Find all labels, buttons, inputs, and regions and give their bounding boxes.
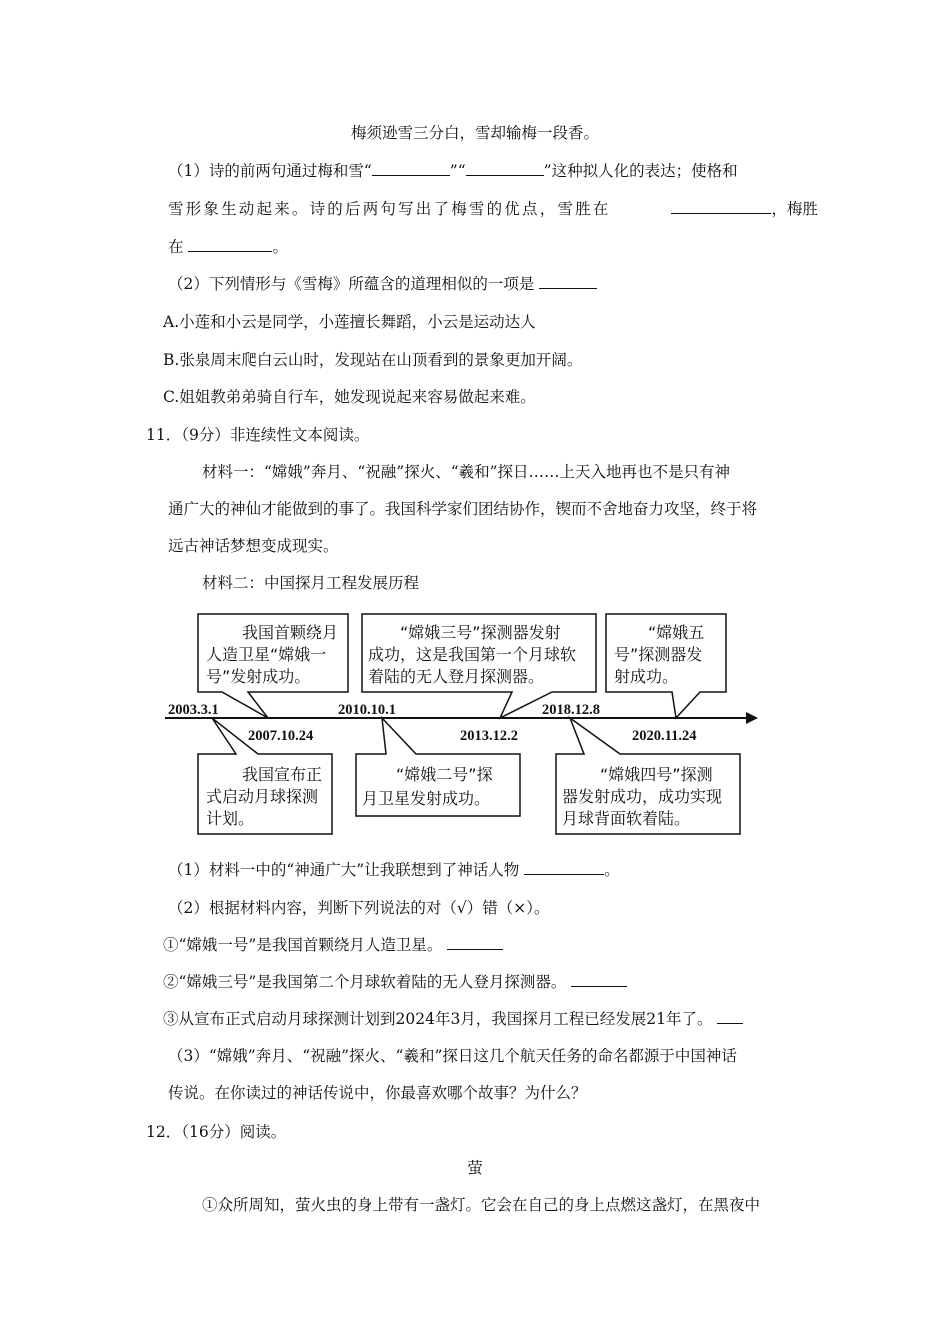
q11-1 <box>168 859 620 881</box>
q10-1-line2-end: ，梅胜 <box>771 200 818 218</box>
q10-2-option-b: B.张泉周末爬白云山时，发现站在山顶看到的景象更加开阔。 <box>163 351 583 369</box>
q10-1-line2 <box>168 198 818 220</box>
q11-material1-line3: 远古神话梦想变成现实。 <box>168 537 339 555</box>
callout-2003-line1: 我国宣布正 <box>242 765 323 784</box>
q10-1-text-b: ”“ <box>449 162 466 180</box>
answer-blank-8[interactable] <box>571 971 627 987</box>
q10-1-line3-text: 在 <box>168 238 184 256</box>
answer-blank-1[interactable] <box>372 160 450 176</box>
callout-2018-line3: 月球背面软着陆。 <box>562 809 691 828</box>
q10-1-text-a: （1）诗的前两句通过梅和雪“ <box>168 162 372 180</box>
q12-title: 萤 <box>467 1159 483 1177</box>
callout-2003-line2: 式启动月球探测 <box>206 787 319 806</box>
answer-blank-2[interactable] <box>466 160 544 176</box>
q10-2-option-a: A.小莲和小云是同学，小莲擅长舞蹈，小云是运动达人 <box>163 313 536 331</box>
q10-1-line2-text: 雪形象生动起来。诗的后两句写出了梅雪的优点，雪胜在 <box>168 200 611 218</box>
q11-3-line1: （3）“嫦娥”奔月、“祝融”探火、“羲和”探日这几个航天任务的命名都源于中国神话 <box>168 1047 737 1065</box>
q11-material1-line1: 材料一：“嫦娥”奔月、“祝融”探火、“羲和”探日……上天入地再也不是只有神 <box>202 463 731 481</box>
callout-2020-line1: “嫦娥五 <box>648 623 705 642</box>
statement-3-text: ③从宣布正式启动月球探测计划到2024年3月，我国探月工程已经发展21年了。 <box>163 1010 713 1028</box>
answer-blank-9[interactable] <box>717 1008 743 1024</box>
q10-1-text-c: ”这种拟人化的表达；使格和 <box>543 162 738 180</box>
q11-header: 11．（9分）非连续性文本阅读。 <box>146 426 370 444</box>
q10-2-stem-text: （2）下列情形与《雪梅》所蕴含的道理相似的一项是 <box>168 275 535 293</box>
q12-header: 12．（16分）阅读。 <box>146 1123 287 1141</box>
answer-blank-7[interactable] <box>447 934 503 950</box>
date-2013: 2013.12.2 <box>460 728 518 744</box>
callout-2003-line3: 计划。 <box>206 809 255 828</box>
q10-1-line3 <box>168 236 288 258</box>
answer-blank-3[interactable] <box>671 198 771 214</box>
q11-3-line2: 传说。在你读过的神话传说中，你最喜欢哪个故事？为什么？ <box>168 1084 587 1102</box>
answer-blank-6[interactable] <box>524 859 604 875</box>
answer-blank-4[interactable] <box>188 236 272 252</box>
q11-2-statement-2 <box>163 971 627 993</box>
callout-2007-line2: 人造卫星“嫦娥一 <box>206 645 327 664</box>
callout-2018-line2: 器发射成功，成功实现 <box>562 787 723 806</box>
q10-2-stem <box>168 273 597 295</box>
date-2020: 2020.11.24 <box>632 728 697 744</box>
callout-2010-line2: 月卫星发射成功。 <box>362 789 491 808</box>
poem-line: 梅须逊雪三分白，雪却输梅一段香。 <box>350 124 599 142</box>
q11-2-statement-1 <box>163 934 503 956</box>
answer-blank-5[interactable] <box>539 273 597 289</box>
statement-2-text: ②“嫦娥三号”是我国第二个月球软着陆的无人登月探测器。 <box>163 973 567 991</box>
q11-material2-title: 材料二：中国探月工程发展历程 <box>202 574 420 592</box>
date-2007: 2007.10.24 <box>248 728 314 744</box>
q10-2-option-c: C.姐姐教弟弟骑自行车，她发现说起来容易做起来难。 <box>163 388 536 406</box>
q11-1-end: 。 <box>604 861 620 879</box>
callout-2007-line3: 号”发射成功。 <box>206 667 311 686</box>
q10-1-line1 <box>168 160 738 182</box>
date-2010: 2010.10.1 <box>338 702 396 718</box>
timeline-arrow-icon <box>746 712 758 724</box>
q10-1-line3-end: 。 <box>272 238 288 256</box>
callout-2007-line1: 我国首颗绕月 <box>242 623 339 642</box>
callout-2020-line3: 射成功。 <box>614 667 679 686</box>
callout-2010-line1: “嫦娥二号”探 <box>396 765 493 784</box>
q11-2-statement-3 <box>163 1008 743 1030</box>
q12-para1: ①众所周知，萤火虫的身上带有一盏灯。它会在自己的身上点燃这盏灯，在黑夜中 <box>202 1196 761 1214</box>
callout-2013-line2: 成功，这是我国第一个月球软 <box>368 645 577 664</box>
statement-1-text: ①“嫦娥一号”是我国首颗绕月人造卫星。 <box>163 936 443 954</box>
callout-2020-line2: 号”探测器发 <box>614 645 703 664</box>
callout-2013-line3: 着陆的无人登月探测器。 <box>368 667 545 686</box>
callout-2018-line1: “嫦娥四号”探测 <box>600 765 713 784</box>
q11-material1-line2: 通广大的神仙才能做到的事了。我国科学家们团结协作，锲而不舍地奋力攻坚，终于将 <box>168 500 758 518</box>
date-2018: 2018.12.8 <box>542 702 600 718</box>
moon-exploration-timeline <box>160 610 765 840</box>
date-2003: 2003.3.1 <box>168 702 219 718</box>
q11-2: （2）根据材料内容，判断下列说法的对（√）错（×）。 <box>168 899 550 917</box>
q11-1-text: （1）材料一中的“神通广大”让我联想到了神话人物 <box>168 861 520 879</box>
callout-2013-line1: “嫦娥三号”探测器发射 <box>400 623 561 642</box>
